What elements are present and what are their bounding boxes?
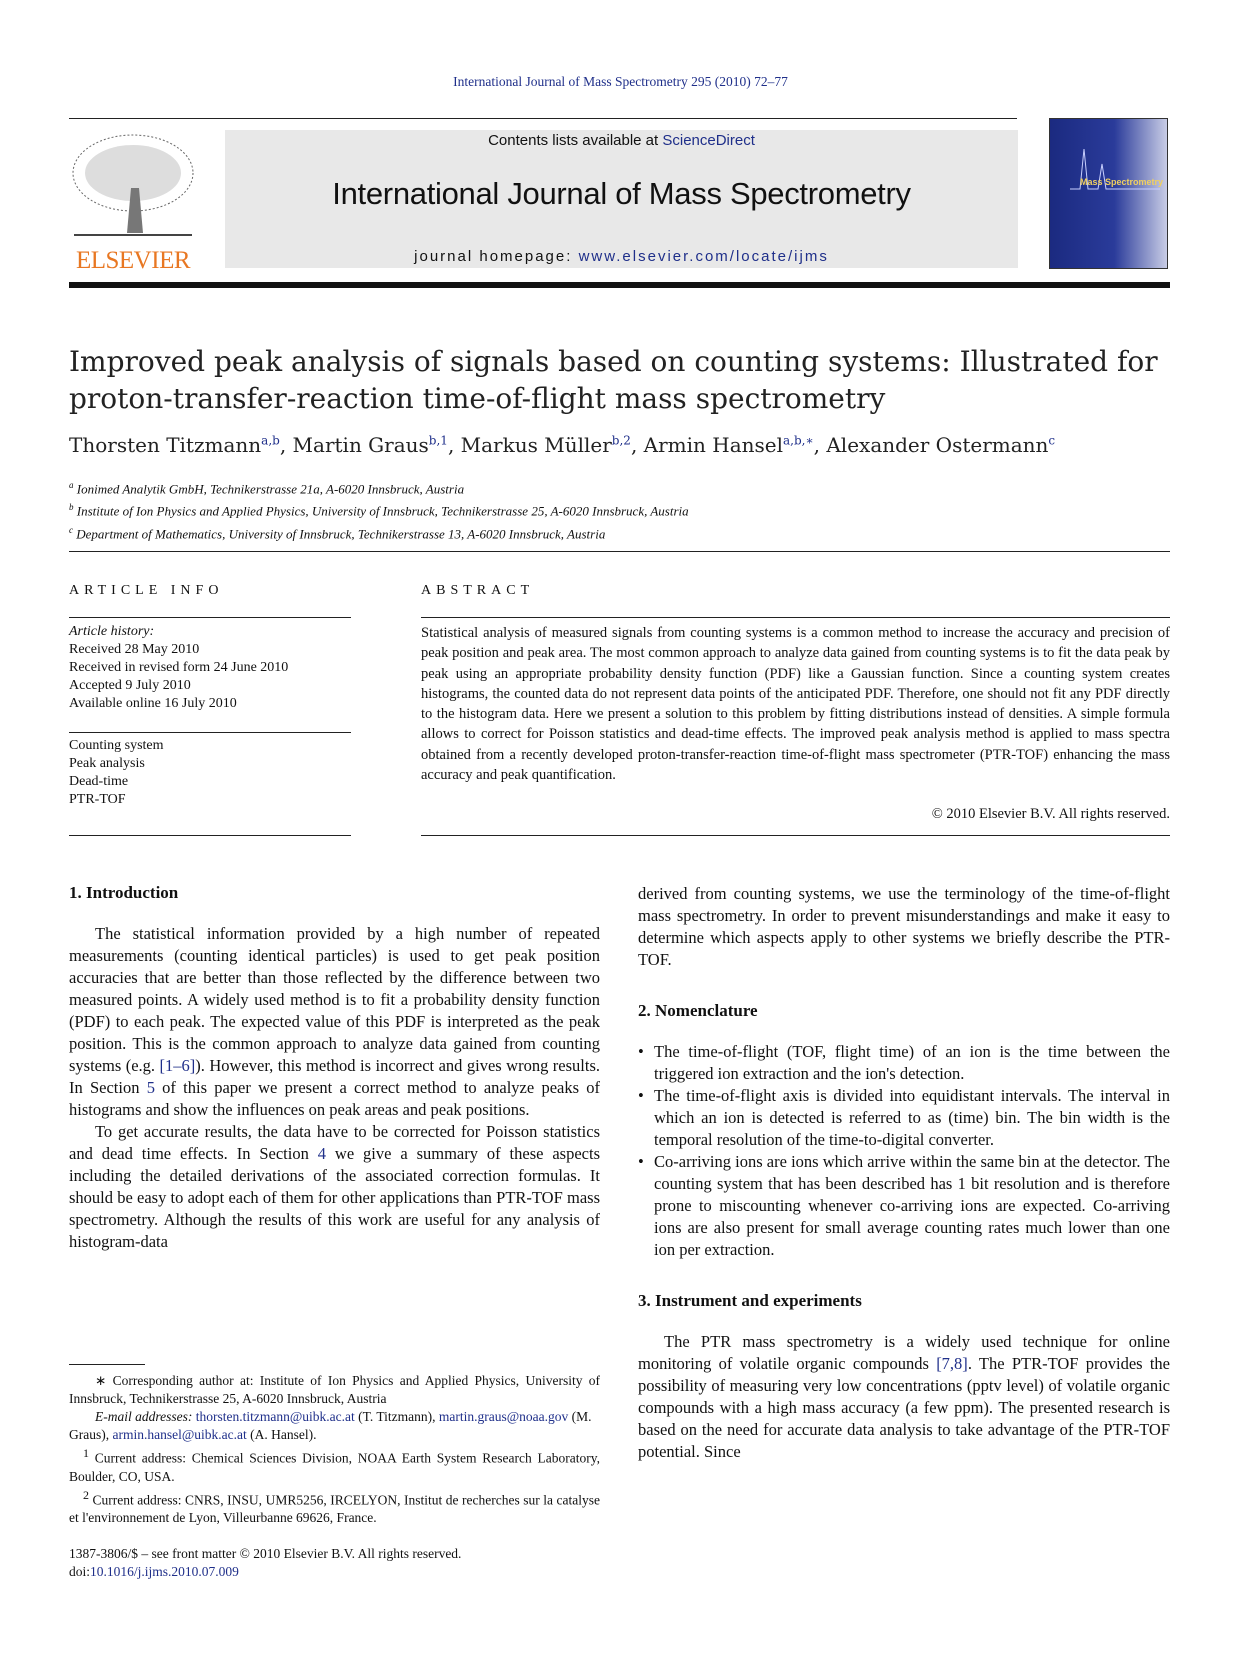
divider [69, 835, 351, 836]
right-column [638, 883, 1170, 1463]
affiliation: $^c$ Department of Mathematics, University of Innsbruck, Technikerstrasse 13, A-6020 Innsbruck, Austria [69, 524, 606, 541]
paragraph: derived from counting systems, we use the terminology of the time-of-flight mass spectrometry. In order to prevent misunderstandings and make it easy to determine which aspects apply to other systems we briefly describe the PTR-TOF. [638, 884, 1170, 969]
abstract-text: Statistical analysis of measured signals from counting systems is a common method to increase the accuracy and precision of peak position and peak area. The most common approach to analyze data gained from counting systems is to fit the data peak by peak using an appropriate probability density function (PDF) like a Gaussian function. Since a counting system creates histograms, the counted data do not represent data points of the anticipated PDF. Therefore, one should not fit any PDF directly to the histogram data. Here we present a solution to this problem by fitting distributions instead of densities. A simple formula allows to correct for Poisson statistics and dead-time effects. The improved peak analysis method is applied to mass spectra obtained from a recently developed proton-transfer-reaction time-of-flight mass spectrometer (PTR-TOF) enhancing the mass accuracy and peak quantification. [421, 625, 1170, 784]
footnote-rule [69, 1364, 145, 1365]
author-affil-link[interactable]: b,1 [428, 433, 448, 448]
list-item: • Co-arriving ions are ions which arrive within the same bin at the detector. The counting system that has been described has 1 bit resolution and is therefore prone to miscounting whenever co-arriving ions are expected. Co-arriving ions are also present for small average counting rates much lower than one ion per extraction. [638, 1151, 1170, 1261]
email-link[interactable]: armin.hansel@uibk.ac.at [112, 1427, 247, 1442]
keywords: Counting system Peak analysis Dead-time PTR-TOF [69, 738, 164, 807]
affiliations [69, 476, 689, 543]
footnote: $^2$ Current address: CNRS, INSU, UMR5256, IRCELYON, Institut de recherches sur la catalyse et l'environnement de Lyon, Villeurbanne 69626, France. [69, 1487, 600, 1525]
affiliation: $^a$ Ionimed Analytik GmbH, Technikerstrasse 21a, A-6020 Innsbruck, Austria [69, 480, 465, 497]
divider [69, 118, 1017, 119]
list-item: • The time-of-flight (TOF, flight time) of an ion is the time between the triggered ion extraction and the ion's detection. [638, 1041, 1170, 1085]
running-head[interactable]: International Journal of Mass Spectrometry 295 (2010) 72–77 [453, 74, 788, 89]
article-title: Improved peak analysis of signals based on counting systems: Illustrated for proton-transfer-reaction time-of-flight mass spectrometry [69, 345, 1158, 415]
copyright: © 2010 Elsevier B.V. All rights reserved. [931, 806, 1170, 822]
divider [69, 617, 351, 618]
author-affil-link[interactable]: a,b [261, 433, 280, 448]
section-heading: 1. Introduction [69, 883, 179, 902]
cover-title: Mass Spectrometry [1080, 177, 1164, 187]
doi: doi:10.1016/j.ijms.2010.07.009 [69, 1564, 239, 1579]
section-link[interactable]: 5 [146, 1078, 155, 1097]
paragraph: To get accurate results, the data have to be corrected for Poisson statistics and dead time effects. In Section 4 we give a summary of these aspects including the detailed derivations of the associated correction formulas. It should be easy to adopt each of them for other applications than PTR-TOF mass spectrometry. Although the results of this work are useful for any analysis of histogram-data [69, 1122, 600, 1251]
homepage-link[interactable]: www.elsevier.com/locate/ijms [578, 248, 829, 265]
footnotes [69, 1372, 600, 1581]
footnote: ∗ Corresponding author at: Institute of Ion Physics and Applied Physics, University of Innsbruck, Technikerstrasse 25, A-6020 Innsbruck, Austria [69, 1373, 601, 1406]
journal-cover [1049, 118, 1168, 269]
journal-title: International Journal of Mass Spectrometry [332, 176, 911, 211]
author-affil-link[interactable]: a,b,∗ [783, 433, 814, 448]
section-heading: 3. Instrument and experiments [638, 1291, 862, 1310]
doi-link[interactable]: 10.1016/j.ijms.2010.07.009 [90, 1564, 239, 1579]
paragraph: The statistical information provided by a high number of repeated measurements (counting identical particles) is used to get peak position accuracies that are better than those reflected by the difference between two measured points. A widely used method is to fit a probability density function (PDF) to each peak. The expected value of this PDF is interpreted as the peak position. This is the common approach to analyze data gained from counting systems (e.g. [1–6]). However, this method is incorrect and gives wrong results. In Section 5 of this paper we present a correct method to analyze peaks of histograms and show the influences on peak areas and peak positions. [69, 924, 600, 1119]
tree-icon [69, 133, 197, 238]
author: Markus Müller [460, 433, 612, 457]
paragraph: The PTR mass spectrometry is a widely used technique for online monitoring of volatile organic compounds [7,8]. The PTR-TOF provides the possibility of measuring very low concentrations (pptv level) of volatile organic compounds with a high mass accuracy (a few ppm). The presented research is based on the need for accurate data analysis to take advantage of the PTR-TOF potential. Since [638, 1332, 1170, 1461]
contents-line: Contents lists available at ScienceDirect [488, 132, 755, 149]
author: Thorsten Titzmann [69, 433, 262, 457]
article-history: Article history: Received 28 May 2010 Received in revised form 24 June 2010 Accepted 9 July 2010 Available online 16 July 2010 [69, 624, 289, 711]
elsevier-logo [69, 133, 197, 273]
elsevier-wordmark: ELSEVIER [75, 247, 191, 274]
left-column [69, 883, 600, 1253]
author: Alexander Ostermann [826, 433, 1049, 457]
email-link[interactable]: thorsten.titzmann@uibk.ac.at [195, 1409, 355, 1424]
section-heading: 2. Nomenclature [638, 1001, 758, 1020]
author-affil-link[interactable]: c [1048, 433, 1056, 448]
author: Armin Hansel [643, 433, 784, 457]
nomenclature-list [638, 1041, 1170, 1261]
divider [421, 835, 1170, 836]
author-affil-link[interactable]: b,2 [611, 433, 631, 448]
article-info-heading: ARTICLE INFO [69, 583, 224, 598]
journal-homepage: journal homepage: www.elsevier.com/locate/ijms [414, 248, 829, 265]
citation-link[interactable]: [1–6] [159, 1056, 196, 1075]
email-footnote: E-mail addresses: thorsten.titzmann@uibk.ac.at (T. Titzmann), martin.graus@noaa.gov (M. Graus), armin.hansel@uibk.ac.at (A. Hansel). [69, 1409, 592, 1442]
divider [69, 551, 1170, 552]
affiliation: $^b$ Institute of Ion Physics and Applied Physics, University of Innsbruck, Technikerstrasse 25, A-6020 Innsbruck, Austria [69, 502, 689, 519]
abstract-heading: ABSTRACT [421, 583, 535, 598]
divider [69, 732, 351, 733]
front-matter: 1387-3806/$ – see front matter © 2010 Elsevier B.V. All rights reserved. [69, 1546, 462, 1561]
list-item: • The time-of-flight axis is divided into equidistant intervals. The interval in which an ion is detected is referred to as (time) bin. The bin width is the temporal resolution of the time-to-digital converter. [638, 1085, 1170, 1151]
author-list: Thorsten Titzmann$^{a,b}$, Martin Graus$^{b,1}$, Markus Müller$^{b,2}$, Armin Hansel$^{a,b,∗}$, Alexander Ostermann$^c$ [69, 433, 1056, 457]
footnote: $^1$ Current address: Chemical Sciences Division, NOAA Earth System Research Laboratory, Boulder, CO, USA. [69, 1446, 600, 1484]
journal-banner [225, 130, 1018, 268]
citation-link[interactable]: [7,8] [936, 1354, 968, 1373]
sciencedirect-link[interactable]: ScienceDirect [662, 132, 755, 149]
spectrum-icon [1050, 139, 1167, 199]
divider [421, 617, 1170, 618]
section-link[interactable]: 4 [317, 1144, 326, 1163]
header-rule [69, 282, 1170, 288]
author: Martin Graus [292, 433, 429, 457]
email-link[interactable]: martin.graus@noaa.gov [438, 1409, 569, 1424]
